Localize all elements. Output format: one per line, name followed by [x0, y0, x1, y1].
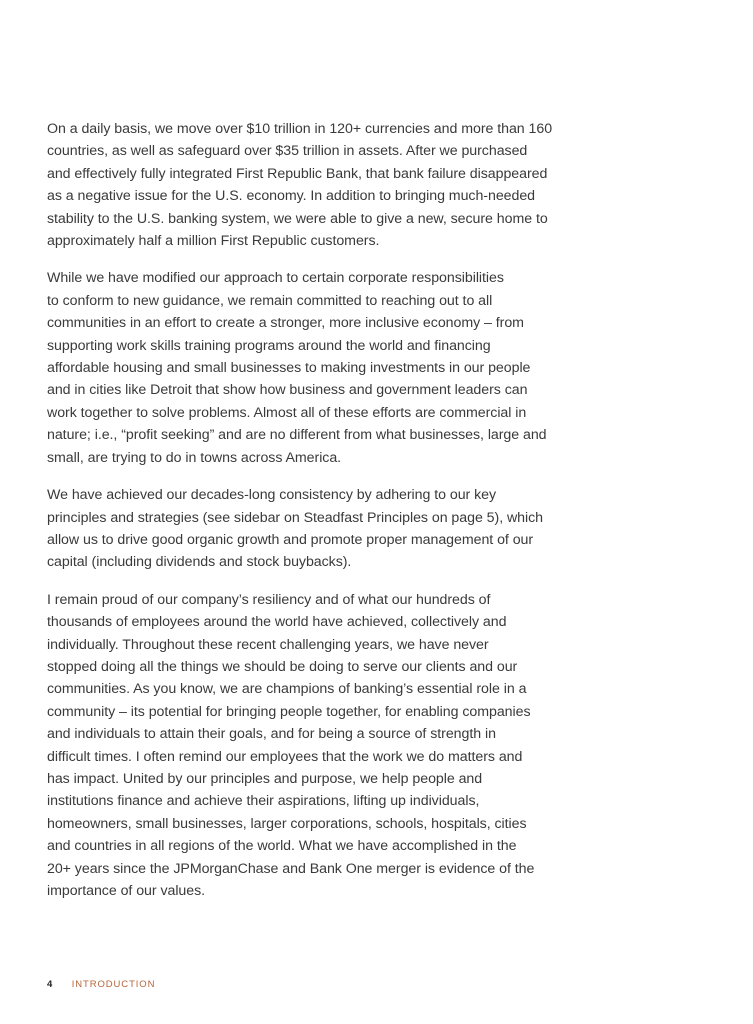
- text-line: and countries in all regions of the world. What we have accomplished in the: [47, 838, 517, 855]
- text-line: homeowners, small businesses, larger corporations, schools, hospitals, cities: [47, 815, 527, 832]
- text-line: I remain proud of our company’s resiliency and of what our hundreds of: [47, 591, 491, 608]
- text-line: supporting work skills training programs around the world and financing: [47, 337, 491, 354]
- paragraph-4: [47, 589, 567, 903]
- text-line: capital (including dividends and stock buybacks).: [47, 554, 352, 571]
- text-line: affordable housing and small businesses to making investments in our people: [47, 360, 531, 377]
- text-line: countries, as well as safeguard over $35 trillion in assets. After we purchased: [47, 143, 528, 160]
- text-line: principles and strategies (see sidebar on Steadfast Principles on page 5), which: [47, 509, 543, 526]
- text-line: and individuals to attain their goals, and for being a source of strength in: [47, 726, 496, 743]
- text-line: stopped doing all the things we should be doing to serve our clients and our: [47, 658, 518, 675]
- text-line: difficult times. I often remind our employees that the work we do matters and: [47, 748, 523, 765]
- text-line: nature; i.e., “profit seeking” and are no different from what businesses, large and: [47, 427, 547, 444]
- text-line: individually. Throughout these recent challenging years, we have never: [47, 636, 489, 653]
- text-line: importance of our values.: [47, 883, 206, 899]
- text-line: communities. As you know, we are champions of banking’s essential role in a: [47, 681, 527, 698]
- text-line: allow us to drive good organic growth and promote proper management of our: [47, 531, 534, 548]
- paragraph-3: [47, 484, 567, 574]
- paragraph-2: [47, 267, 567, 469]
- text-line: On a daily basis, we move over $10 trillion in 120+ currencies and more than 160: [47, 121, 553, 137]
- text-line: to conform to new guidance, we remain committed to reaching out to all: [47, 292, 493, 309]
- page-number: 4: [47, 979, 54, 990]
- text-line: small, are trying to do in towns across America.: [47, 449, 342, 466]
- text-line: thousands of employees around the world have achieved, collectively and: [47, 614, 507, 631]
- text-line: institutions finance and achieve their aspirations, lifting up individuals,: [47, 793, 480, 810]
- text-line: communities in an effort to create a stronger, more inclusive economy – from: [47, 315, 524, 332]
- text-line: as a negative issue for the U.S. economy. In addition to bringing much-needed: [47, 188, 536, 205]
- text-line: community – its potential for bringing people together, for enabling companies: [47, 703, 531, 720]
- text-line: and effectively fully integrated First Republic Bank, that bank failure disappeared: [47, 165, 548, 182]
- section-label: INTRODUCTION: [71, 979, 156, 990]
- page-body: [47, 118, 567, 917]
- text-line: has impact. United by our principles and purpose, we help people and: [47, 770, 483, 787]
- text-line: While we have modified our approach to certain corporate responsibilities: [47, 270, 504, 287]
- text-line: We have achieved our decades-long consistency by adhering to our key: [47, 487, 497, 504]
- text-line: work together to solve problems. Almost all of these efforts are commercial in: [47, 404, 527, 421]
- text-line: and in cities like Detroit that show how business and government leaders can: [47, 382, 528, 399]
- paragraph-1: [47, 118, 567, 252]
- text-line: stability to the U.S. banking system, we were able to give a new, secure home to: [47, 210, 548, 227]
- text-line: approximately half a million First Republic customers.: [47, 233, 380, 250]
- text-line: 20+ years since the JPMorganChase and Bank One merger is evidence of the: [47, 860, 535, 877]
- page-footer: [47, 979, 155, 990]
